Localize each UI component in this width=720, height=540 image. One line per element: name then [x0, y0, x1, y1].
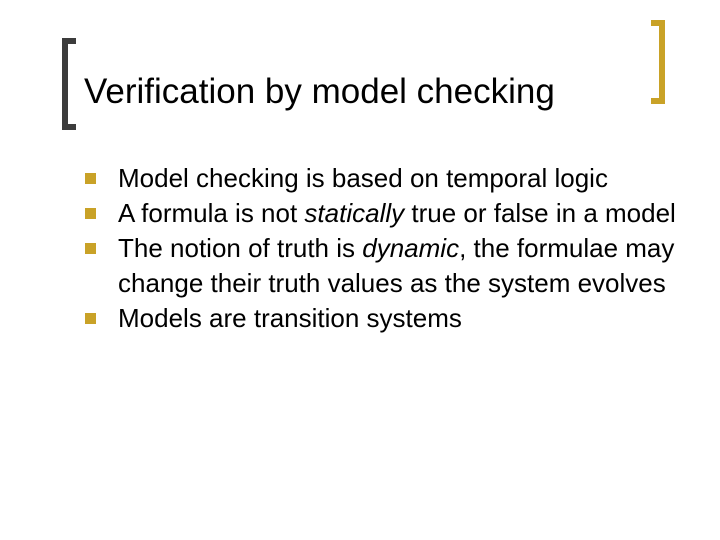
square-bullet-icon [85, 173, 96, 184]
bullet-emphasis: statically [304, 198, 405, 228]
square-bullet-icon [85, 313, 96, 324]
bullet-item [84, 231, 684, 301]
bullet-list [84, 161, 684, 336]
bullet-text: Model checking is based on temporal logic [118, 163, 608, 193]
bullet-text-start: A formula is not [118, 198, 305, 228]
left-bracket-decoration [62, 38, 76, 130]
bullet-text-start: The notion of truth is [118, 233, 363, 263]
bullet-text-end: , the formulae may change their truth values as the system evolves [118, 233, 675, 298]
bullet-text: Models are transition systems [118, 303, 462, 333]
bullet-emphasis: dynamic [362, 233, 460, 263]
bullet-item [84, 196, 684, 231]
slide-title: Verification by model checking [84, 72, 555, 111]
bullet-text-end: true or false in a model [404, 198, 676, 228]
bullet-item [84, 161, 684, 196]
square-bullet-icon [85, 243, 96, 254]
bullet-item [84, 301, 684, 336]
square-bullet-icon [85, 208, 96, 219]
right-bracket-decoration [651, 20, 665, 104]
